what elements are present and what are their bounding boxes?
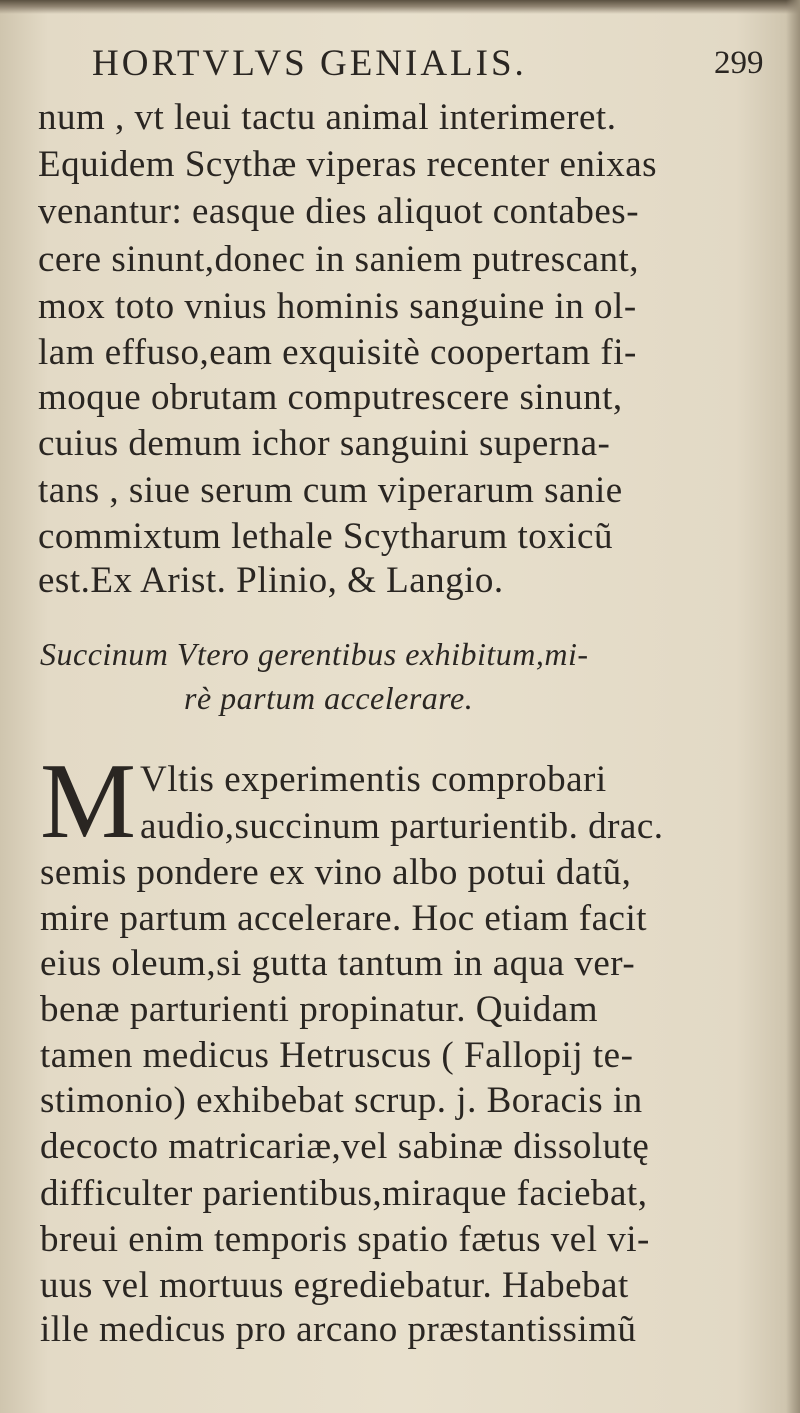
text-line: breui enim temporis spatio fætus vel vi- <box>40 1219 650 1260</box>
text-line: mire partum accelerare. Hoc etiam facit <box>40 898 648 939</box>
text-line: tans , siue serum cum viperarum sanie <box>38 470 623 511</box>
text-line: commixtum lethale Scytharum toxicũ <box>38 516 613 557</box>
text-line: est.Ex Arist. Plinio, & Langio. <box>38 560 504 601</box>
text-line: cere sinunt,donec in saniem putrescant, <box>38 239 640 280</box>
running-title: HORTVLVS GENIALIS. <box>92 43 527 84</box>
text-line: Equidem Scythæ viperas recenter enixas <box>38 144 658 185</box>
text-line: tamen medicus Hetruscus ( Fallopij te- <box>40 1035 634 1076</box>
text-line: Vltis experimentis comprobari <box>140 759 607 800</box>
text-line: difficulter parientibus,miraque faciebat, <box>40 1173 648 1214</box>
text-line: uus vel mortuus egrediebatur. Habebat <box>40 1265 629 1306</box>
text-line: mox toto vnius hominis sanguine in ol- <box>38 286 637 327</box>
text-line: eius oleum,si gutta tantum in aqua ver- <box>40 943 636 984</box>
text-line: cuius demum ichor sanguini superna- <box>38 423 611 464</box>
text-line: moque obrutam computrescere sinunt, <box>38 377 623 418</box>
page-number: 299 <box>714 45 764 81</box>
text-line: semis pondere ex vino albo potui datũ, <box>40 852 632 893</box>
text-line: audio,succinum parturientib. drac. <box>140 806 664 847</box>
text-line: venantur: easque dies aliquot contabes- <box>38 191 640 232</box>
text-line: benæ parturienti propinatur. Quidam <box>40 989 598 1030</box>
heading-line: Succinum Vtero gerentibus exhibitum,mi- <box>40 636 589 672</box>
text-line: stimonio) exhibebat scrup. j. Boracis in <box>40 1080 643 1121</box>
text-line: decocto matricariæ,vel sabinæ dissolutę <box>40 1126 650 1167</box>
text-line: num , vt leui tactu animal interimeret. <box>38 97 617 138</box>
heading-line: rè partum accelerare. <box>184 680 474 716</box>
text-line: ille medicus pro arcano præstantissimũ <box>40 1309 637 1350</box>
drop-capital: M <box>40 742 137 861</box>
text-line: lam effuso,eam exquisitè coopertam fi- <box>38 332 637 373</box>
